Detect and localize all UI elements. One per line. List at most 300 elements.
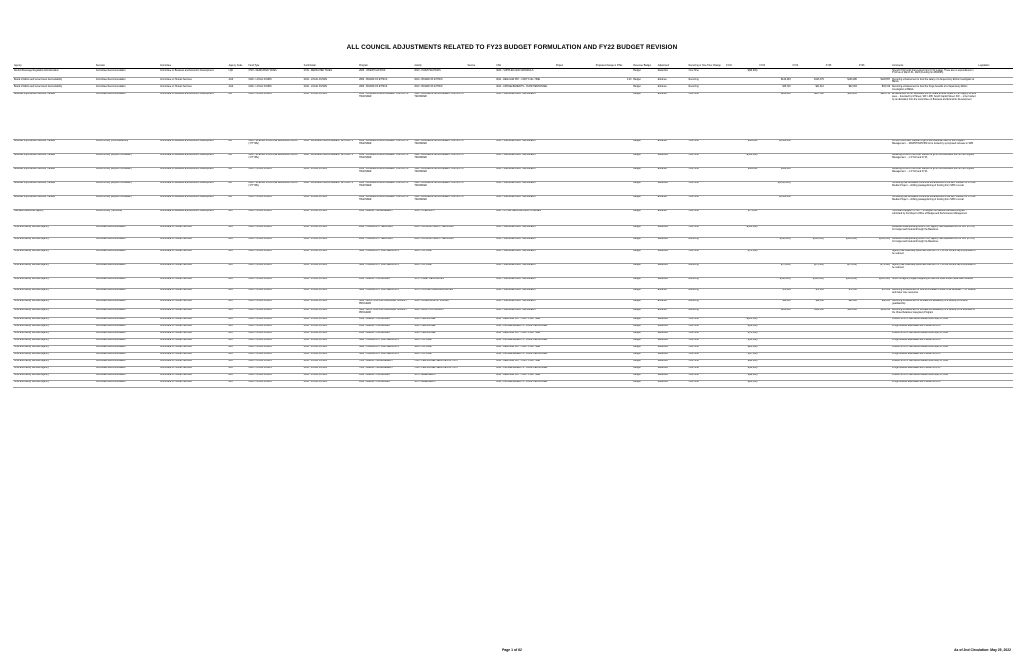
table-cell: $500,000 (725, 139, 758, 153)
table-cell: 7010 - PERSONNEL SERVICES ACTIVITY (413, 359, 466, 366)
table-cell: Enhance (657, 139, 688, 153)
table-cell: Budget (632, 317, 656, 324)
table-cell (555, 139, 595, 153)
table-cell: $72,000 (792, 288, 825, 299)
table-cell (792, 249, 825, 263)
table-cell (466, 92, 495, 139)
table-cell (825, 324, 858, 331)
table-cell: RL0 (228, 225, 248, 237)
table-cell: 0100 - LOCAL FUNDS (247, 308, 302, 317)
table-cell: Child and Family Services Agency (13, 352, 95, 359)
table-cell: 0100 - LOCAL FUNDS (247, 359, 302, 366)
column-header: FY25 (825, 60, 858, 69)
table-cell: Business Improvement Districts Transfer (13, 181, 95, 195)
page-title: ALL COUNCIL ADJUSTMENTS RELATED TO FY23 BUDGET FORMULATION AND FY22 BUDGET REVISION (346, 44, 678, 51)
column-header: Agency Code (228, 60, 248, 69)
column-header: FY24 (792, 60, 825, 69)
table-cell: Committee on Business and Economic Development (159, 153, 228, 167)
table-cell (595, 167, 633, 181)
table-row (13, 69, 1013, 78)
table-cell (758, 352, 791, 359)
table-cell: $(75,000) (725, 249, 758, 263)
table-cell (466, 380, 495, 387)
table-cell: Reduction (657, 345, 688, 352)
table-cell (858, 366, 891, 373)
column-header: FY26 (858, 60, 891, 69)
table-cell: $770,000 (725, 209, 758, 225)
column-header: Activity (413, 60, 466, 69)
column-header: Program (358, 60, 413, 69)
table-cell (825, 380, 858, 387)
table-cell: 0100 - LOCAL FUNDS (247, 92, 302, 139)
table-cell (595, 195, 633, 209)
table-cell (466, 263, 495, 277)
table-cell: Fringe benefits associated with Position #XXXX (891, 324, 977, 331)
table-cell: 0100 - LOCAL FUNDS (247, 167, 302, 181)
table-cell: BI0 (228, 139, 248, 153)
table-cell: 0041 - OTHER SERVICES AND CHARGES (495, 209, 555, 225)
table-cell (792, 167, 825, 181)
table-cell: 0011 - REGULAR PAY - CONT FULL TIME (495, 345, 555, 352)
table-cell: Child and Family Services Agency (13, 277, 95, 288)
table-cell: 0011 - REGULAR PAY - CONT FULL TIME (495, 373, 555, 380)
table-cell: 0011 - REGULAR PAY - CONT FULL TIME (495, 78, 555, 85)
table-cell (466, 308, 495, 317)
table-cell (977, 288, 1013, 299)
table-cell: Recurring (688, 299, 726, 308)
table-cell (977, 277, 1013, 288)
table-cell: Committee Recommendation (95, 249, 159, 263)
circulation-date: As of 2nd Circulation: May 25, 2022 (954, 648, 1011, 652)
table-cell: 0100 - LOCAL FUNDS (303, 331, 358, 338)
table-cell (555, 352, 595, 359)
table-cell (466, 167, 495, 181)
table-cell: LQ0 (228, 69, 248, 78)
table-cell: Committee on Human Services (159, 345, 228, 352)
table-cell: One-Time (688, 92, 726, 139)
table-cell: 2000 - BOARD OF ETHICS (358, 85, 413, 92)
table-cell (466, 69, 495, 78)
table-cell: 0050 - SUBSIDIES AND TRANSFERS (495, 263, 555, 277)
table-cell: $(102,000) (792, 277, 825, 288)
table-row (13, 153, 1013, 167)
table-cell (595, 263, 633, 277)
table-cell: Committee on Business and Economic Development (159, 167, 228, 181)
table-cell: Budget (632, 209, 656, 225)
table-cell: 0100 - LOCAL FUNDS (247, 237, 302, 249)
table-cell: $(500,000) (725, 153, 758, 167)
table-cell: 0100 - LOCAL FUNDS (303, 299, 358, 308)
table-cell (858, 373, 891, 380)
table-cell: $(1,000,000) (758, 181, 791, 195)
table-cell (555, 92, 595, 139)
column-header: Recurring or One-Time Change (688, 60, 726, 69)
table-row (13, 366, 1013, 373)
table-cell (555, 288, 595, 299)
table-cell (758, 153, 791, 167)
table-cell (977, 324, 1013, 331)
table-cell: Reduction (657, 352, 688, 359)
table-cell (977, 249, 1013, 263)
table-cell: 3030 - IN-HOME (413, 338, 466, 345)
table-cell: Budget (632, 373, 656, 380)
table-cell: 1010 - PERSONNEL (413, 324, 466, 331)
table-cell: Agency has historically spent less than $X in FY, so the current cap is proposed to be reduced (891, 249, 977, 263)
table-cell: Council Policy (Beyond Circulation) (95, 153, 159, 167)
table-cell (977, 338, 1013, 345)
header-row (13, 60, 1013, 69)
table-cell (758, 225, 791, 237)
table-cell: Council Policy (Cost Reduction) (95, 139, 159, 153)
table-cell: 3070 - FOSTER CARE RESOURCES (413, 288, 466, 299)
table-cell: Budget (632, 308, 656, 317)
table-cell: AG0 (228, 78, 248, 85)
table-cell: Enhance (657, 288, 688, 299)
table-cell: Committee Recommendation (95, 237, 159, 249)
table-cell: 0050 - SUBSIDIES AND TRANSFERS (495, 249, 555, 263)
table-cell: Business Improvement Districts Transfer (13, 92, 95, 139)
table-cell: $200,000 (758, 92, 791, 139)
table-cell (555, 69, 595, 78)
table-cell: $1,000,000 (758, 195, 791, 209)
table-cell: 1000 - BUSINESS IMPROVEMENT DISTRICTS TRANSFER (358, 167, 413, 181)
table-cell: 0100 - LOCAL FUNDS (247, 249, 302, 263)
table-cell (977, 331, 1013, 338)
table-cell (466, 209, 495, 225)
table-row (13, 209, 1013, 225)
table-cell: 0014 - FRINGE BENEFITS - CURR PERSONNEL (495, 85, 555, 92)
table-cell: 1000 - BUSINESS IMPROVEMENT DISTRICTS TRANSFER (358, 153, 413, 167)
table-cell (555, 299, 595, 308)
column-header: Fund Detail (303, 60, 358, 69)
table-row (13, 249, 1013, 263)
table-cell: One-Time (688, 249, 726, 263)
table-cell: Council Policy (Beyond Circulation) (95, 195, 159, 209)
table-cell: Committee Recommendation (95, 225, 159, 237)
table-cell: Budget (632, 331, 656, 338)
table-cell: Budget (632, 195, 656, 209)
table-cell: Committee Recommendation (95, 308, 159, 317)
table-cell (595, 288, 633, 299)
budget-table (13, 60, 1013, 388)
table-cell: 0100 - LOCAL FUNDS (303, 225, 358, 237)
table-cell (977, 78, 1013, 85)
table-cell: $92,000 (858, 299, 891, 308)
table-cell: $100,000 (758, 308, 791, 317)
table-cell (858, 225, 891, 237)
table-cell: 0100 - LOCAL FUNDS (303, 338, 358, 345)
table-cell: One-Time (688, 324, 726, 331)
table-cell: $221,743 (858, 92, 891, 139)
table-cell: 0100 - LOCAL FUNDS (303, 167, 358, 181)
table-cell: Recurring enhancement to fund an increase to foster child subsidies ... for inflation and foster care resources (891, 288, 977, 299)
table-cell: Committee on Human Services (159, 338, 228, 345)
table-cell: 0100 - LOCAL FUNDS (303, 277, 358, 288)
table-cell: DOWNTOWN BID: transfer to go to the Downtown BID for the Program Management ... DOWNTOWN BID to be funded by a proposed increase in SPR (891, 139, 977, 153)
table-cell: Budget (632, 167, 656, 181)
table-cell (466, 359, 495, 366)
table-cell (792, 153, 825, 167)
table-cell: 2010 - BOARD OF ETHICS (413, 78, 466, 85)
table-cell: Reduction (657, 380, 688, 387)
table-cell (758, 324, 791, 331)
table-cell: 1000 - AGENCY MANAGEMENT (358, 209, 413, 225)
table-cell: 1.00 (595, 78, 633, 85)
table-cell (792, 317, 825, 324)
table-cell (466, 139, 495, 153)
table-cell: Budget (632, 69, 656, 78)
table-cell: $72,000 (858, 288, 891, 299)
column-header: Committee (159, 60, 228, 69)
table-cell: 0100 - LOCAL FUNDS (247, 225, 302, 237)
table-cell: 0050 - SUBSIDIES AND TRANSFERS (495, 288, 555, 299)
table-cell: 0720 - DEDICATED TAXES (303, 69, 358, 78)
table-cell: 0600 - BUSINESS IMPROVEMENT DISTRICTS (303, 139, 358, 153)
table-cell: RL0 (228, 277, 248, 288)
table-cell (792, 69, 825, 78)
table-cell (792, 139, 825, 153)
table-cell (758, 209, 791, 225)
table-cell: $(75,000) (725, 331, 758, 338)
table-cell (825, 352, 858, 359)
table-cell (858, 352, 891, 359)
table-cell: 0100 - LOCAL FUNDS (247, 331, 302, 338)
table-cell: $207,000 (792, 92, 825, 139)
table-cell: 0050 - SUBSIDIES AND TRANSFERS (495, 299, 555, 308)
table-cell: Committee Recommendation (95, 299, 159, 308)
table-cell: Committee Recommendation (95, 331, 159, 338)
table-cell (825, 167, 858, 181)
table-cell: Position #XXXX has carried vacant since May 31, 2021 (891, 331, 977, 338)
table-cell (555, 181, 595, 195)
table-cell: 3010 - GUARDIANSHIP SUBSIDY (413, 299, 466, 308)
table-cell: Reduction (657, 153, 688, 167)
table-cell (466, 338, 495, 345)
table-cell (555, 380, 595, 387)
table-cell: 0100 - LOCAL FUNDS (247, 366, 302, 373)
table-cell: Child and Family Services Agency (13, 249, 95, 263)
table-cell: One-Time (688, 69, 726, 78)
table-cell: 1000 - BUSINESS IMPROVEMENT DISTRICTS TRANSFER (358, 92, 413, 139)
table-cell: AG0 (228, 85, 248, 92)
table-cell: Committee on Human Services (159, 373, 228, 380)
table-cell: $32,464 (825, 85, 858, 92)
table-cell: 0100 - LOCAL FUNDS (247, 299, 302, 308)
table-cell: Committee Recommendation (95, 263, 159, 277)
table-cell: $500,000 (725, 167, 758, 181)
table-cell: Position #XXXX has carried vacant since May 31, 2021 (891, 345, 977, 352)
table-cell: 0600 - SPECIAL PURPOSE REVENUE FUNDS ('O'TYPE) (247, 153, 302, 167)
table-cell: Child and Family Services Agency (13, 345, 95, 352)
table-cell: $(300,000) (725, 225, 758, 237)
table-cell: 1000 - BUSINESS IMPROVEMENT DISTRICTS TRANSFER (358, 181, 413, 195)
table-cell: 3000 - COMMUNITY PARTNERSHIPS (358, 338, 413, 345)
column-header: Agency (13, 60, 95, 69)
table-cell: 0600 - SPECIAL PURPOSE REVENUE FUNDS ('O'TYPE) (247, 139, 302, 153)
table-cell: BL0 (228, 209, 248, 225)
table-cell (858, 380, 891, 387)
table-cell: 3000 - COMMUNITY PARTNERSHIPS (358, 352, 413, 359)
table-cell: 0100 - LOCAL FUNDS (247, 209, 302, 225)
table-cell (555, 373, 595, 380)
table-cell (725, 263, 758, 277)
table-cell: Enhance (657, 209, 688, 225)
table-cell: One-Time (688, 366, 726, 373)
column-header: Fund Type (247, 60, 302, 69)
table-cell (825, 195, 858, 209)
table-cell (725, 277, 758, 288)
table-cell: $31,614 (792, 85, 825, 92)
table-cell: Committee on Business and Economic Development (159, 92, 228, 139)
table-cell: 0100 - LOCAL FUNDS (303, 317, 358, 324)
table-cell: Reduction (657, 263, 688, 277)
table-cell (595, 338, 633, 345)
table-cell (595, 209, 633, 225)
table-cell (858, 338, 891, 345)
table-row (13, 324, 1013, 331)
table-cell: Committee on Human Services (159, 225, 228, 237)
table-cell: 0050 - SUBSIDIES AND TRANSFERS (495, 277, 555, 288)
table-cell: Reduction (657, 249, 688, 263)
table-cell (977, 373, 1013, 380)
table-cell (466, 299, 495, 308)
table-cell: 3030 - IN-HOME (413, 263, 466, 277)
table-cell: Reduction (657, 317, 688, 324)
table-cell: $(15,000) (725, 338, 758, 345)
table-cell: Committee Recommendation (95, 380, 159, 387)
table-cell: 2000 - BOARD OF ETHICS (358, 78, 413, 85)
table-cell (825, 345, 858, 352)
table-cell: 2000 - COMMUNITY SERVICES (358, 225, 413, 237)
table-cell: 0100 - LOCAL FUNDS (303, 352, 358, 359)
table-cell: One-Time (688, 153, 726, 167)
table-cell: Committee Recommendation (95, 78, 159, 85)
table-cell: Fringe benefits associated with Position #XXXX (891, 352, 977, 359)
table-cell: $120,283 (758, 78, 791, 85)
table-cell (825, 373, 858, 380)
table-cell: Business Improvement Districts Transfer (13, 195, 95, 209)
table-cell: 0100 - LOCAL FUNDS (303, 345, 358, 352)
table-cell: Committee on Human Services (159, 85, 228, 92)
table-cell (555, 277, 595, 288)
table-cell: Committee Recommendation (95, 345, 159, 352)
table-cell: Committee on Human Services (159, 359, 228, 366)
column-header: FY22 (725, 60, 758, 69)
table-cell: $72,000 (825, 288, 858, 299)
table-cell: One-Time (688, 373, 726, 380)
table-cell: $(500,000) (758, 237, 791, 249)
table-cell: Recurring (688, 308, 726, 317)
table-cell: $214,245 (825, 92, 858, 139)
table-cell (758, 345, 791, 352)
table-cell: Recurring enhancement to fund the salary of a Supervisory Ethics Investigator at BEGA. (891, 78, 977, 85)
table-cell: 1000 - AGENCY PROGRAMS (358, 277, 413, 288)
table-cell: 0050 - SUBSIDIES AND TRANSFERS (495, 225, 555, 237)
table-cell: Budget (632, 352, 656, 359)
table-cell: Reduction (657, 69, 688, 78)
table-cell: Reflected underspending since FY22, agency has requested shift of CFP (FYDS) for budget and Federal through the Baselines (891, 225, 977, 237)
table-cell: RL0 (228, 338, 248, 345)
table-cell (858, 181, 891, 195)
table-cell: 0100 - LOCAL FUNDS (303, 92, 358, 139)
table-cell: 0100 - LOCAL FUNDS (303, 78, 358, 85)
table-cell: Budget (632, 324, 656, 331)
table-cell: One-Time (688, 380, 726, 387)
table-cell: Committee Recommendation (95, 277, 159, 288)
table-cell (792, 380, 825, 387)
table-cell (977, 299, 1013, 308)
table-cell: Budget (632, 366, 656, 373)
table-cell: Committee on Human Services (159, 263, 228, 277)
table-cell: One-Time (688, 225, 726, 237)
table-cell (595, 324, 633, 331)
column-header: Proposed change in FTEs (595, 60, 633, 69)
table-cell: $(75,000) (758, 263, 791, 277)
table-cell (758, 69, 791, 78)
table-cell: $(281,000) (725, 317, 758, 324)
table-cell: 3030 - IN-HOME (413, 352, 466, 359)
column-header: Scenario (95, 60, 159, 69)
column-header: Revenue/ Budget (632, 60, 656, 69)
table-cell: 2030 - CLINICAL HEALTH SERVICES (413, 237, 466, 249)
table-cell: Child and Family Services Agency (13, 299, 95, 308)
table-cell: Child and Family Services Agency (13, 366, 95, 373)
table-cell: 0011 - REGULAR PAY - CONT FULL TIME (495, 331, 555, 338)
table-cell: $(18,000) (725, 366, 758, 373)
table-cell (792, 331, 825, 338)
table-cell: 0050 - SUBSIDIES AND TRANSFERS (495, 308, 555, 317)
table-cell: Since the agency began budgeting its fleet the costs shown have been reduced (891, 277, 977, 288)
table-cell (466, 324, 495, 331)
table-cell: 0100 - LOCAL FUNDS (247, 195, 302, 209)
table-cell: 0014 - FRINGE BENEFITS - CURR PERSONNEL (495, 338, 555, 345)
table-cell: 0011 - REGULAR PAY - CONT FULL TIME (495, 317, 555, 324)
table-cell: BI0 (228, 195, 248, 209)
table-cell: Committee on Business and Economic Development (159, 209, 228, 225)
table-cell (858, 317, 891, 324)
table-cell: Enhance (657, 167, 688, 181)
table-cell: 0100 - LOCAL FUNDS (303, 308, 358, 317)
table-cell (825, 331, 858, 338)
table-cell (858, 324, 891, 331)
table-cell: Budget (632, 288, 656, 299)
column-header: FY23 (758, 60, 791, 69)
table-cell: 0100 - LOCAL FUNDS (247, 373, 302, 380)
table-cell: One-Time (688, 338, 726, 345)
table-cell (758, 338, 791, 345)
table-cell: 1010 - PERSONNEL (413, 331, 466, 338)
table-cell: Recurring (688, 237, 726, 249)
table-cell (792, 338, 825, 345)
table-cell: Alcohol Beverage Regulation Administration (13, 69, 95, 78)
table-cell: 1070 - EMERGENCY (413, 380, 466, 387)
table-cell: $(500,000) (858, 237, 891, 249)
table-cell: Business Improvement Districts Transfer (13, 153, 95, 167)
table-row (13, 92, 1013, 139)
table-cell: 0014 - FRINGE BENEFITS - CURR PERSONNEL (495, 366, 555, 373)
table-cell: Reduction (657, 359, 688, 366)
table-cell: 0050 - SUBSIDIES AND TRANSFERS (495, 153, 555, 167)
table-cell (595, 69, 633, 78)
table-cell: 7000 - AGENCY MANAGEMENT (358, 366, 413, 373)
table-cell: 0014 - FRINGE BENEFITS - CURR PERSONNEL (495, 324, 555, 331)
table-cell: 1000 - AGENCY PROGRAMS (358, 331, 413, 338)
table-cell: 1070 - EMERGENCY (413, 373, 466, 380)
table-cell (466, 78, 495, 85)
table-cell: RL0 (228, 237, 248, 249)
table-cell: Correcting that circulation's one-time enhancement to the BID Transfer for NY Ave Median Project -- shifting passage/timing of funding from SPR to Local (891, 181, 977, 195)
table-cell: Correcting that circulation's one-time enhancement to the BID Transfer for NY Ave Median Project -- shifting passage/timing of funding from SPR to Local (891, 195, 977, 209)
